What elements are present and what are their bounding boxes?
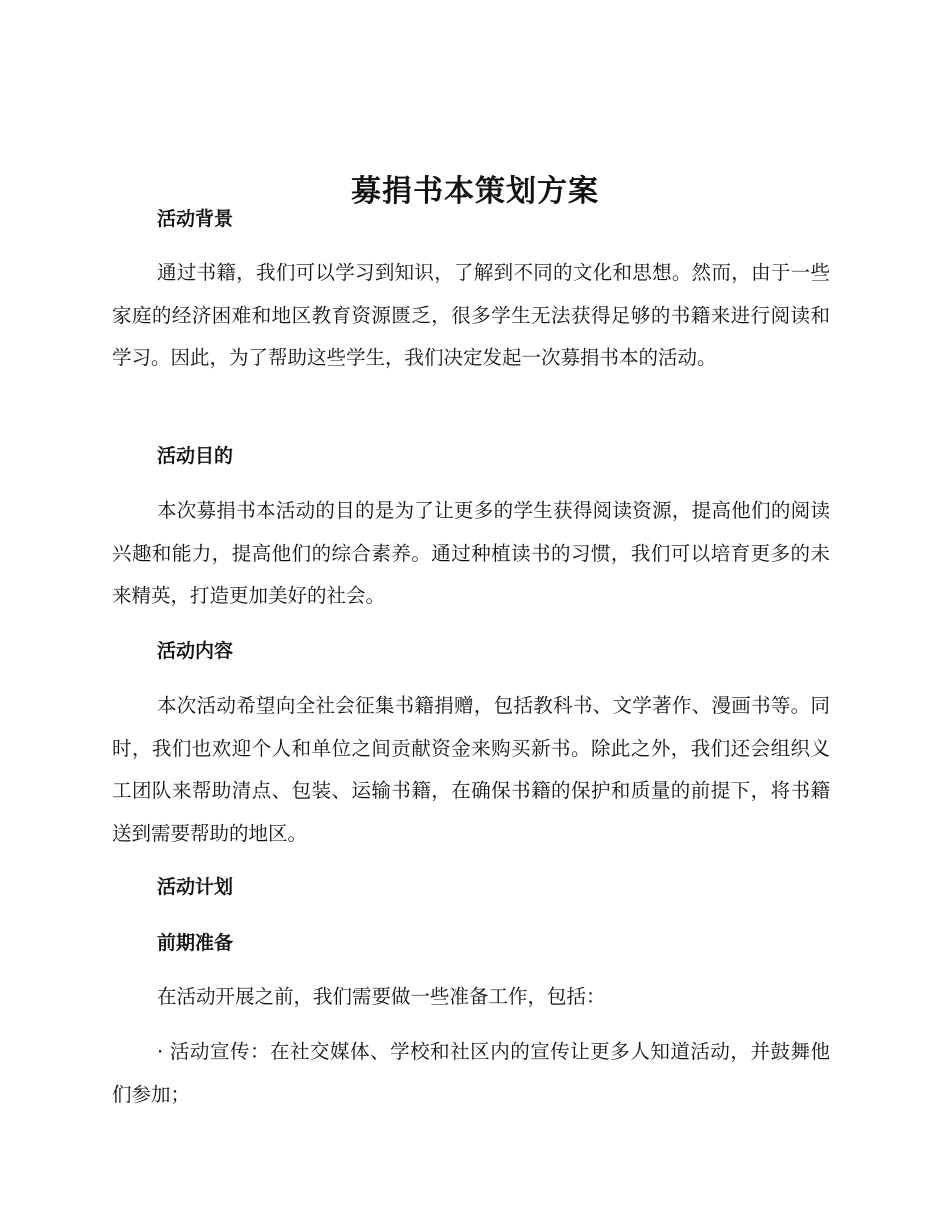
document-title: 募捐书本策划方案 <box>351 174 599 210</box>
section-heading-content: 活动内容 <box>157 640 234 662</box>
paragraph-background: 通过书籍，我们可以学习到知识，了解到不同的文化和思想。然而，由于一些家庭的经济困难和地区教育资源匮乏，很多学生无法获得足够的书籍来进行阅读和学习。因此，为了帮助这些学生，我们决定发起一次募捐书本的活动。 <box>112 261 830 369</box>
section-heading-preparation: 前期准备 <box>157 932 234 954</box>
section-heading-purpose: 活动目的 <box>157 445 234 467</box>
section-heading-background: 活动背景 <box>157 208 234 230</box>
list-item-publicity: · 活动宣传：在社交媒体、学校和社区内的宣传让更多人知道活动，并鼓舞他们参加； <box>112 1040 830 1106</box>
section-heading-plan: 活动计划 <box>157 876 234 898</box>
paragraph-preparation-intro: 在活动开展之前，我们需要做一些准备工作，包括： <box>157 985 606 1008</box>
paragraph-purpose: 本次募捐书本活动的目的是为了让更多的学生获得阅读资源，提高他们的阅读兴趣和能力，提高他们的综合素养。通过种植读书的习惯，我们可以培育更多的未来精英，打造更加美好的社会。 <box>112 499 830 607</box>
paragraph-content: 本次活动希望向全社会征集书籍捐赠，包括教科书、文学著作、漫画书等。同时，我们也欢迎个人和单位之间贡献资金来购买新书。除此之外，我们还会组织义工团队来帮助清点、包装、运输书籍，在确保书籍的保护和质量的前提下，将书籍送到需要帮助的地区。 <box>112 694 830 845</box>
